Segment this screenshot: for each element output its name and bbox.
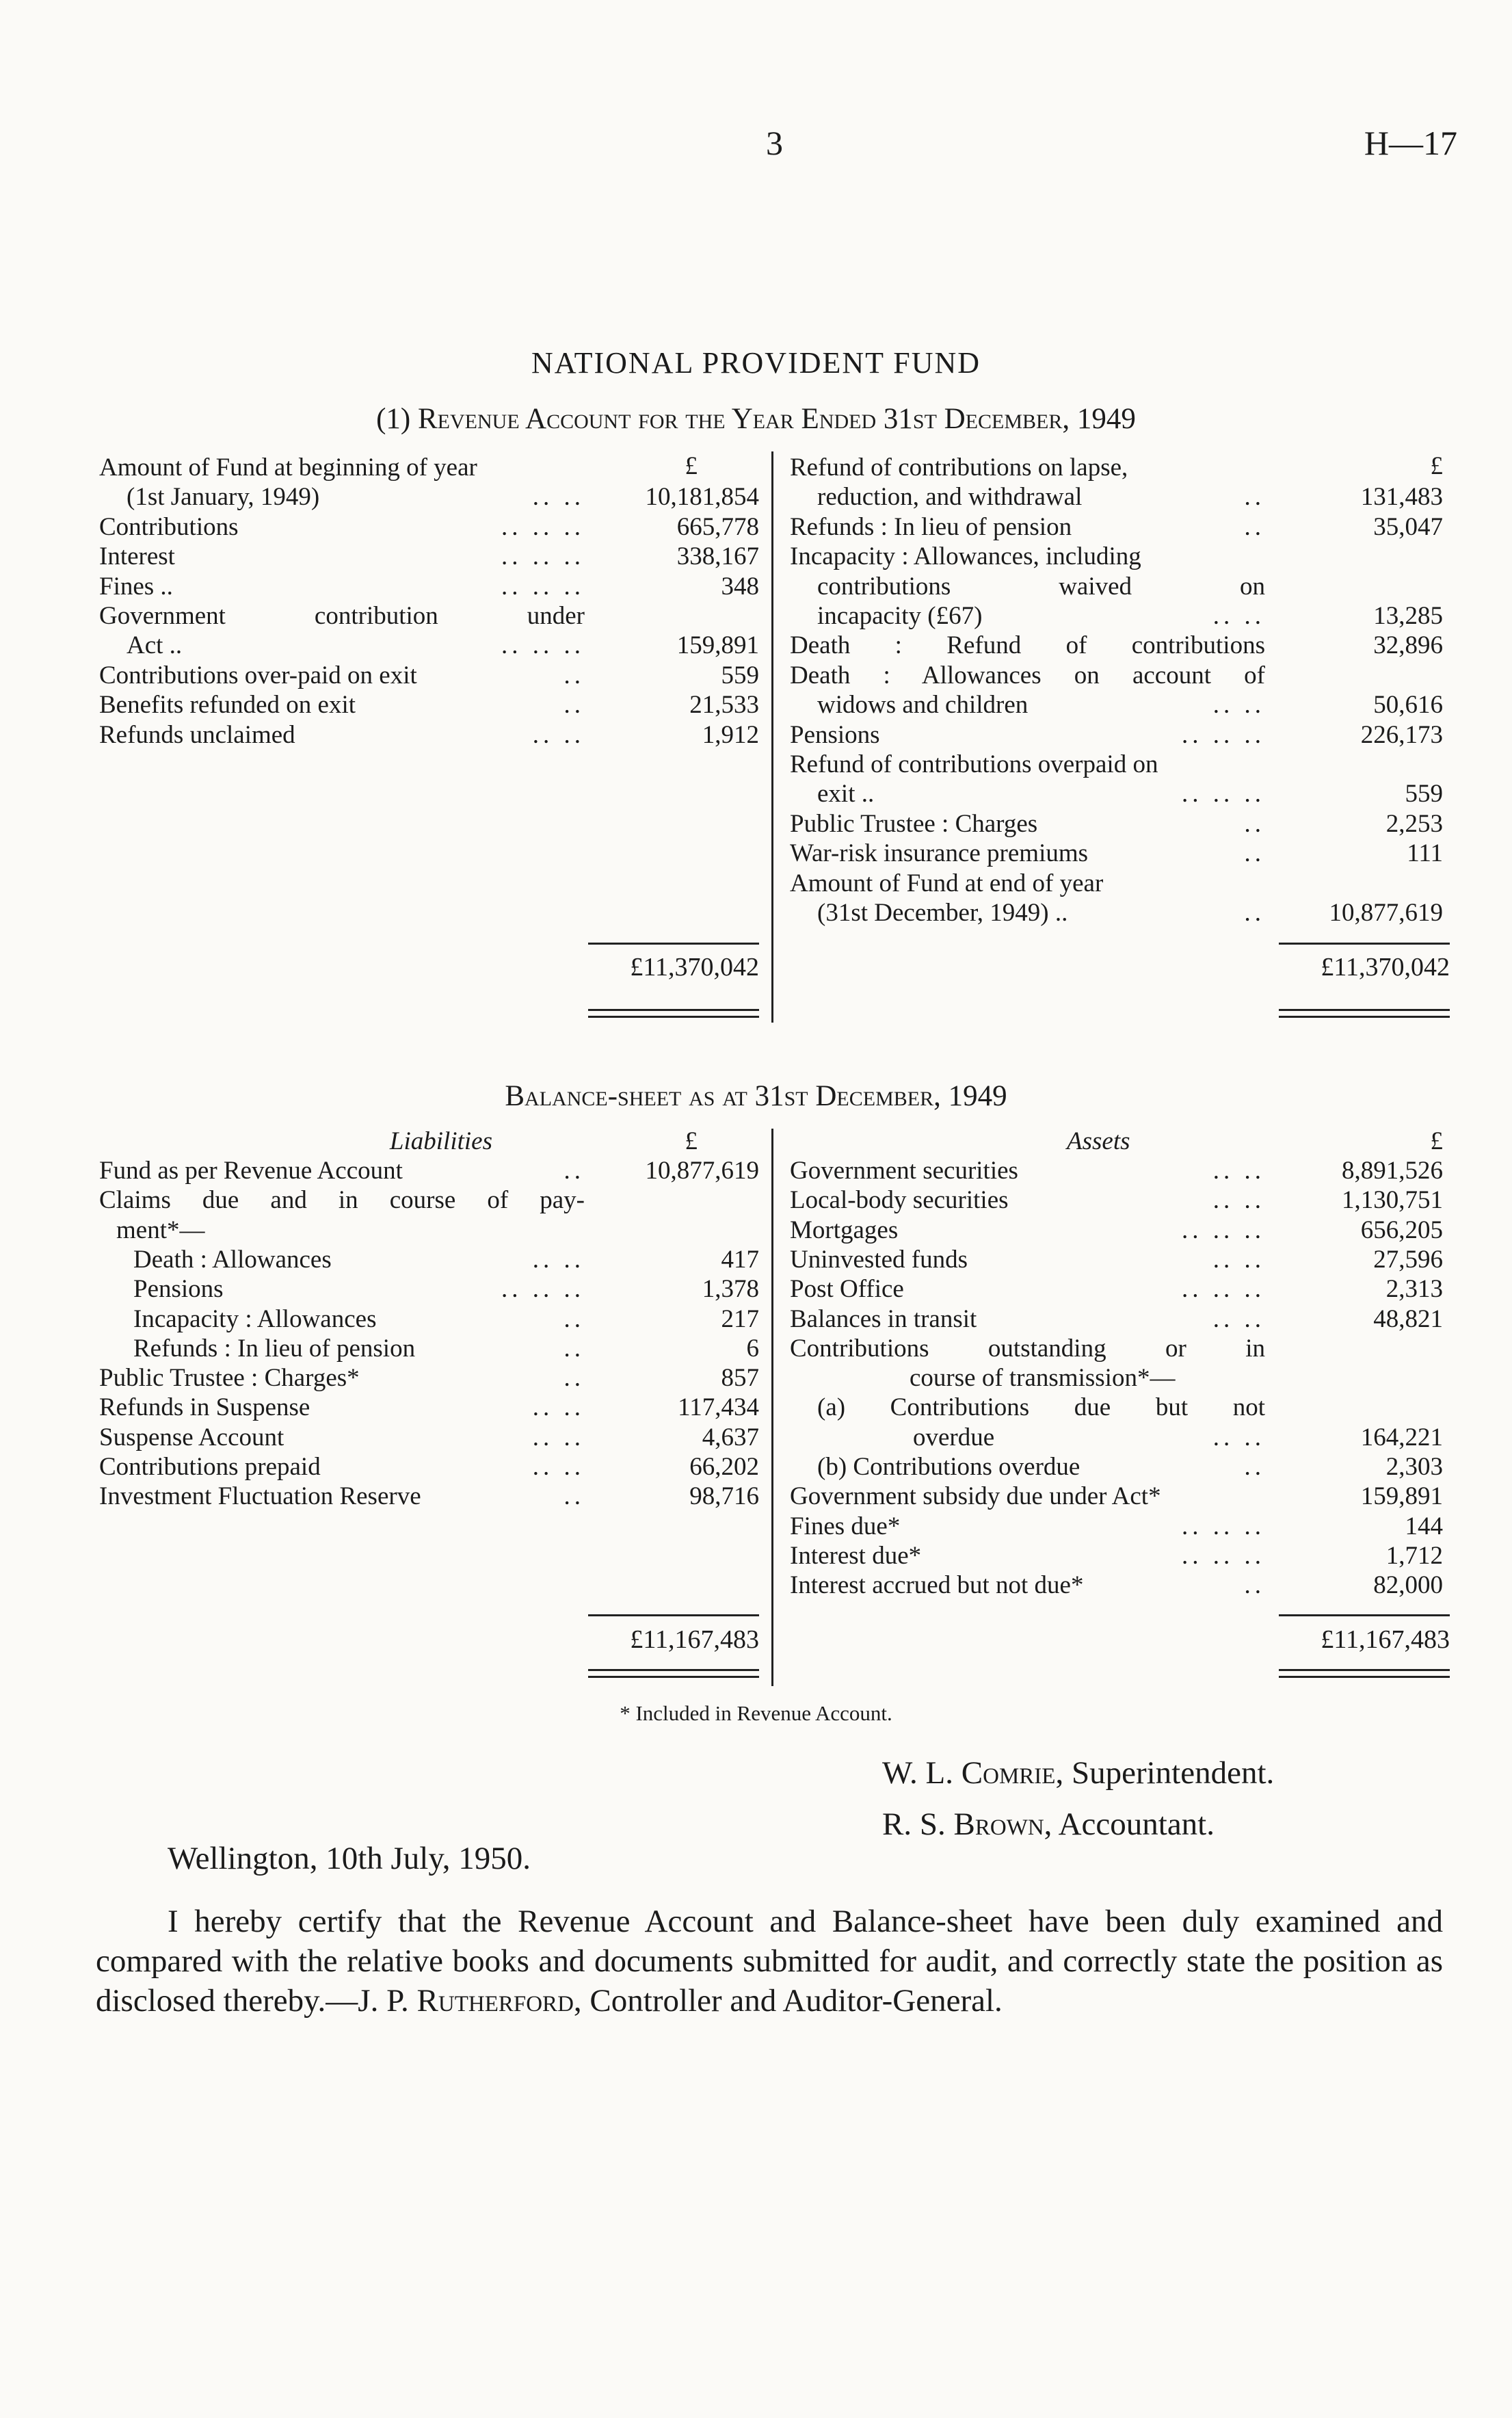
revenue-receipt-row-leader: .. .. .. [501,512,585,541]
asset-row [790,1393,1443,1423]
revenue-payment-row-amount: 10,877,619 [1329,899,1443,927]
revenue-payment-row-label: Pensions [790,720,880,749]
asset-row-amount: 2,313 [1385,1275,1443,1304]
liability-row [99,1215,759,1246]
balance-divider [771,1129,773,1686]
asset-row-amount: 144 [1405,1512,1443,1540]
asset-row [790,1245,1443,1275]
accountant-initials: R. S. [882,1806,946,1842]
superintendent-role: Superintendent. [1071,1755,1275,1791]
revenue-right-double-rule-2 [1279,1016,1450,1018]
asset-row-leader: .. [1244,1571,1265,1600]
revenue-payment-row [790,839,1443,869]
place-and-date: Wellington, 10th July, 1950. [168,1841,531,1876]
revenue-payment-row-amount: 559 [1405,780,1443,809]
revenue-receipt-row-amount: 1,912 [702,720,759,749]
balance-caption-text: Balance-sheet as at 31st December, [505,1080,941,1112]
liabilities-total: £11,167,483 [630,1625,759,1654]
revenue-receipt-row-label: Benefits refunded on exit [99,691,356,720]
audit-certification [96,1902,1443,2021]
liability-row-leader: .. .. [532,1393,585,1422]
revenue-payment-row-amount: 131,483 [1360,483,1443,512]
asset-row-amount: 8,891,526 [1342,1157,1443,1185]
asset-row [790,1541,1443,1571]
revenue-payment-row [790,601,1443,631]
asset-row [790,1482,1443,1512]
asset-row [790,1452,1443,1482]
balance-right-rule [1279,1614,1450,1616]
revenue-payment-row-leader: .. .. .. [1182,720,1265,749]
liability-row [99,1482,759,1512]
revenue-left-total: £11,370,042 [630,953,759,982]
asset-row-leader: .. .. .. [1182,1275,1265,1304]
asset-row-label: Uninvested funds [790,1245,968,1274]
revenue-receipt-row [99,572,759,602]
asset-row-label: Government securities [790,1157,1018,1185]
liability-row-label: Claims due and in course of pay- [99,1186,585,1215]
revenue-payment-row [790,661,1443,691]
revenue-payment-row [790,453,1443,483]
revenue-receipt-row-amount: 348 [721,572,759,601]
revenue-receipt-row-leader: .. .. .. [501,542,585,571]
revenue-receipt-row-amount: 338,167 [676,542,759,571]
liability-row-label: Incapacity : Allowances [133,1304,377,1333]
asset-row-label: Government subsidy due under Act* [790,1482,1161,1511]
revenue-receipt-row-label: Interest [99,542,175,571]
revenue-payment-row-amount: 13,285 [1373,602,1443,630]
asset-row-label: Interest accrued but not due* [790,1571,1084,1600]
revenue-payment-row-amount: 35,047 [1373,512,1443,541]
revenue-receipt-row [99,690,759,720]
asset-row-label: Balances in transit [790,1304,977,1333]
liability-row [99,1363,759,1393]
revenue-left-currency: £ [685,452,698,480]
asset-row-leader: .. .. [1212,1245,1265,1274]
asset-row [790,1423,1443,1453]
revenue-payment-row [790,720,1443,750]
revenue-receipt-row [99,542,759,572]
asset-row [790,1334,1443,1364]
revenue-right-total: £11,370,042 [1321,953,1450,982]
revenue-payment-row-leader: .. .. [1212,602,1265,630]
liability-row-leader: .. [563,1364,585,1393]
revenue-payment-row-label: widows and children [817,691,1029,720]
revenue-payment-row [790,690,1443,720]
asset-row-label: Mortgages [790,1215,899,1244]
document-title: NATIONAL PROVIDENT FUND [531,346,981,380]
balance-left-double-rule-1 [588,1669,759,1671]
revenue-receipt-row-amount: 665,778 [676,512,759,541]
revenue-payment-row-label: (31st December, 1949) .. [817,899,1068,927]
revenue-receipt-row [99,720,759,750]
revenue-payment-row-label: Amount of Fund at end of year [790,869,1104,897]
liability-row-label: Refunds : In lieu of pension [133,1334,416,1363]
revenue-payment-row-leader: .. [1244,483,1265,512]
liability-row [99,1185,759,1215]
asset-row-amount: 48,821 [1373,1304,1443,1333]
asset-row-leader: .. .. [1212,1186,1265,1215]
balance-right-double-rule-2 [1279,1676,1450,1678]
revenue-payment-row [790,779,1443,809]
liability-row-leader: .. .. .. [501,1275,585,1304]
footnote: * Included in Revenue Account. [620,1701,892,1725]
asset-row-label: Fines due* [790,1512,901,1540]
asset-row-amount: 164,221 [1360,1423,1443,1451]
revenue-payment-row-label: War-risk insurance premiums [790,839,1089,868]
revenue-payment-row [790,482,1443,512]
liability-row-amount: 6 [746,1334,759,1363]
accountant-role: Accountant. [1058,1806,1215,1842]
liability-row [99,1423,759,1453]
revenue-receipt-row-label: Act .. [127,631,183,660]
liability-row-label: Death : Allowances [133,1245,332,1274]
asset-row [790,1363,1443,1393]
revenue-receipt-row-label: Fines .. [99,572,173,601]
asset-row-label: Contributions outstanding or in [790,1334,1265,1363]
asset-row [790,1215,1443,1246]
asset-row-amount: 2,303 [1385,1453,1443,1481]
revenue-receipt-row-amount: 559 [721,661,759,689]
liability-row [99,1245,759,1275]
revenue-account-caption [0,402,1512,436]
revenue-left-double-rule-1 [588,1009,759,1011]
liability-row-leader: .. .. [532,1453,585,1481]
liability-row-leader: .. [563,1304,585,1333]
revenue-caption-prefix: (1) [376,403,411,435]
revenue-receipt-row-label: Government contribution under [99,602,585,630]
revenue-payment-row-amount: 32,896 [1373,631,1443,660]
revenue-receipt-row-label: Contributions over-paid on exit [99,661,417,689]
revenue-payment-row-leader: .. [1244,809,1265,838]
signature-accountant [882,1806,1215,1843]
asset-row-leader: .. .. [1212,1304,1265,1333]
liability-row [99,1452,759,1482]
liability-row-label: Public Trustee : Charges* [99,1364,360,1393]
asset-row-label: course of transmission*— [910,1364,1176,1393]
revenue-payment-row-amount: 226,173 [1360,720,1443,749]
asset-row-label: overdue [913,1423,995,1451]
asset-row-label: (a) Contributions due but not [817,1393,1265,1422]
liability-row-label: Suspense Account [99,1423,284,1451]
asset-row-leader: .. .. .. [1182,1512,1265,1540]
balance-left-rule [588,1614,759,1616]
liability-row-amount: 4,637 [702,1423,759,1451]
superintendent-name: Comrie, [961,1755,1064,1791]
liability-row-amount: 98,716 [689,1482,759,1511]
liability-row-amount: 10,877,619 [645,1157,759,1185]
revenue-payment-row-label: Death : Refund of contributions [790,631,1265,660]
asset-row-label: Post Office [790,1275,904,1304]
revenue-payment-row [790,869,1443,899]
superintendent-initials: W. L. [882,1755,954,1791]
balance-left-currency: £ [685,1127,698,1155]
balance-caption-year: 1949 [948,1080,1007,1112]
revenue-right-currency: £ [1430,452,1443,480]
auditor-name: Rutherford, [416,1983,582,2019]
revenue-caption-text: Revenue Account for the Year Ended 31st December, [418,403,1070,435]
liability-row-leader: .. [563,1157,585,1185]
liability-row-label: Contributions prepaid [99,1453,321,1481]
liability-row-amount: 66,202 [689,1453,759,1481]
asset-row-leader: .. [1244,1453,1265,1481]
liability-row-label: Refunds in Suspense [99,1393,310,1422]
asset-row [790,1512,1443,1542]
revenue-receipt-row [99,601,759,631]
revenue-payment-row [790,898,1443,928]
revenue-left-double-rule-2 [588,1016,759,1018]
revenue-payment-row [790,572,1443,602]
document-reference: H—17 [1364,124,1457,162]
revenue-receipt-row-label: Contributions [99,512,239,541]
revenue-payment-row-leader: .. [1244,899,1265,927]
revenue-receipt-row-label: (1st January, 1949) [127,483,320,512]
revenue-payment-row-amount: 2,253 [1385,809,1443,838]
revenue-payment-row-label: incapacity (£67) [817,602,983,630]
asset-row-amount: 1,130,751 [1342,1186,1443,1215]
liability-row-leader: .. [563,1482,585,1511]
revenue-payment-row-leader: .. .. [1212,691,1265,720]
certification-text: I hereby certify that the Revenue Account and Balance-sheet have been duly examined and compared with the relative books and documents submitted for audit, and correctly state the position as disclosed thereby.—J. P. [96,1904,1443,2019]
revenue-payment-row-label: Death : Allowances on account of [790,661,1265,689]
asset-row [790,1185,1443,1215]
revenue-payment-row-label: reduction, and withdrawal [817,483,1083,512]
revenue-right-rule [1279,943,1450,945]
page-number: 3 [766,124,783,162]
liability-row [99,1156,759,1186]
liability-row-leader: .. .. [532,1245,585,1274]
revenue-payment-row-leader: .. [1244,839,1265,868]
revenue-caption-year: 1949 [1076,403,1136,435]
liability-row-label: ment*— [116,1215,205,1244]
asset-row [790,1274,1443,1304]
revenue-payment-row [790,512,1443,542]
asset-row [790,1304,1443,1335]
revenue-payment-row-label: Public Trustee : Charges [790,809,1038,838]
asset-row-label: Local-body securities [790,1186,1009,1215]
liability-row-amount: 1,378 [702,1275,759,1304]
revenue-payment-row-label: Refund of contributions on lapse, [790,454,1128,482]
revenue-receipt-row-amount: 21,533 [689,691,759,720]
revenue-receipt-row-leader: .. [563,661,585,689]
asset-row-label: (b) Contributions overdue [817,1453,1080,1481]
liability-row-leader: .. .. [532,1423,585,1451]
revenue-payment-row [790,809,1443,839]
revenue-receipt-row [99,661,759,691]
revenue-payment-row-label: contributions waived on [817,572,1265,601]
assets-heading: Assets [1067,1127,1130,1155]
asset-row [790,1156,1443,1186]
revenue-receipt-row [99,512,759,542]
liability-row-label: Fund as per Revenue Account [99,1157,403,1185]
assets-total: £11,167,483 [1321,1625,1450,1654]
revenue-payment-row-leader: .. [1244,512,1265,541]
revenue-payment-row-label: Refunds : In lieu of pension [790,512,1072,541]
asset-row-leader: .. .. .. [1182,1541,1265,1570]
liability-row [99,1334,759,1364]
revenue-receipt-row [99,482,759,512]
liability-row-amount: 417 [721,1245,759,1274]
signature-superintendent [882,1755,1274,1791]
revenue-payment-row-label: Incapacity : Allowances, including [790,542,1141,571]
revenue-receipt-row-leader: .. .. .. [501,631,585,660]
revenue-payment-row-amount: 50,616 [1373,691,1443,720]
liabilities-heading: Liabilities [389,1127,492,1155]
asset-row-amount: 82,000 [1373,1571,1443,1600]
revenue-payment-row [790,542,1443,572]
revenue-receipt-row [99,453,759,483]
revenue-receipt-row-label: Refunds unclaimed [99,720,295,749]
asset-row-leader: .. .. [1212,1423,1265,1451]
balance-left-double-rule-2 [588,1676,759,1678]
accountant-name: Brown, [953,1806,1052,1842]
liability-row [99,1274,759,1304]
liability-row [99,1393,759,1423]
asset-row-label: Interest due* [790,1541,922,1570]
revenue-left-rule [588,943,759,945]
balance-right-double-rule-1 [1279,1669,1450,1671]
revenue-payment-row [790,631,1443,661]
balance-sheet-caption [0,1079,1512,1113]
revenue-receipt-row-leader: .. .. .. [501,572,585,601]
revenue-receipt-row-amount: 10,181,854 [645,483,759,512]
revenue-receipt-row-leader: .. [563,691,585,720]
auditor-title: Controller and Auditor-General. [589,1983,1003,2019]
revenue-receipt-row [99,631,759,661]
liability-row [99,1304,759,1335]
revenue-receipt-row-label: Amount of Fund at beginning of year [99,454,477,482]
balance-right-currency: £ [1430,1127,1443,1155]
asset-row-amount: 159,891 [1360,1482,1443,1511]
liability-row-amount: 857 [721,1364,759,1393]
asset-row-leader: .. .. .. [1182,1215,1265,1244]
revenue-right-double-rule-1 [1279,1009,1450,1011]
liability-row-leader: .. [563,1334,585,1363]
asset-row-amount: 656,205 [1360,1215,1443,1244]
revenue-payment-row-amount: 111 [1407,839,1443,868]
liability-row-label: Investment Fluctuation Reserve [99,1482,421,1511]
asset-row [790,1571,1443,1601]
revenue-payment-row-label: Refund of contributions overpaid on [790,750,1158,778]
asset-row-leader: .. .. [1212,1157,1265,1185]
asset-row-amount: 1,712 [1385,1541,1443,1570]
revenue-receipt-row-leader: .. .. [532,483,585,512]
revenue-receipt-row-amount: 159,891 [676,631,759,660]
revenue-divider [771,451,773,1023]
liability-row-amount: 117,434 [678,1393,759,1422]
liability-row-label: Pensions [133,1275,224,1304]
revenue-payment-row-leader: .. .. .. [1182,780,1265,809]
revenue-payment-row-label: exit .. [817,780,875,809]
asset-row-amount: 27,596 [1373,1245,1443,1274]
revenue-receipt-row-leader: .. .. [532,720,585,749]
liability-row-amount: 217 [721,1304,759,1333]
revenue-payment-row [790,750,1443,780]
